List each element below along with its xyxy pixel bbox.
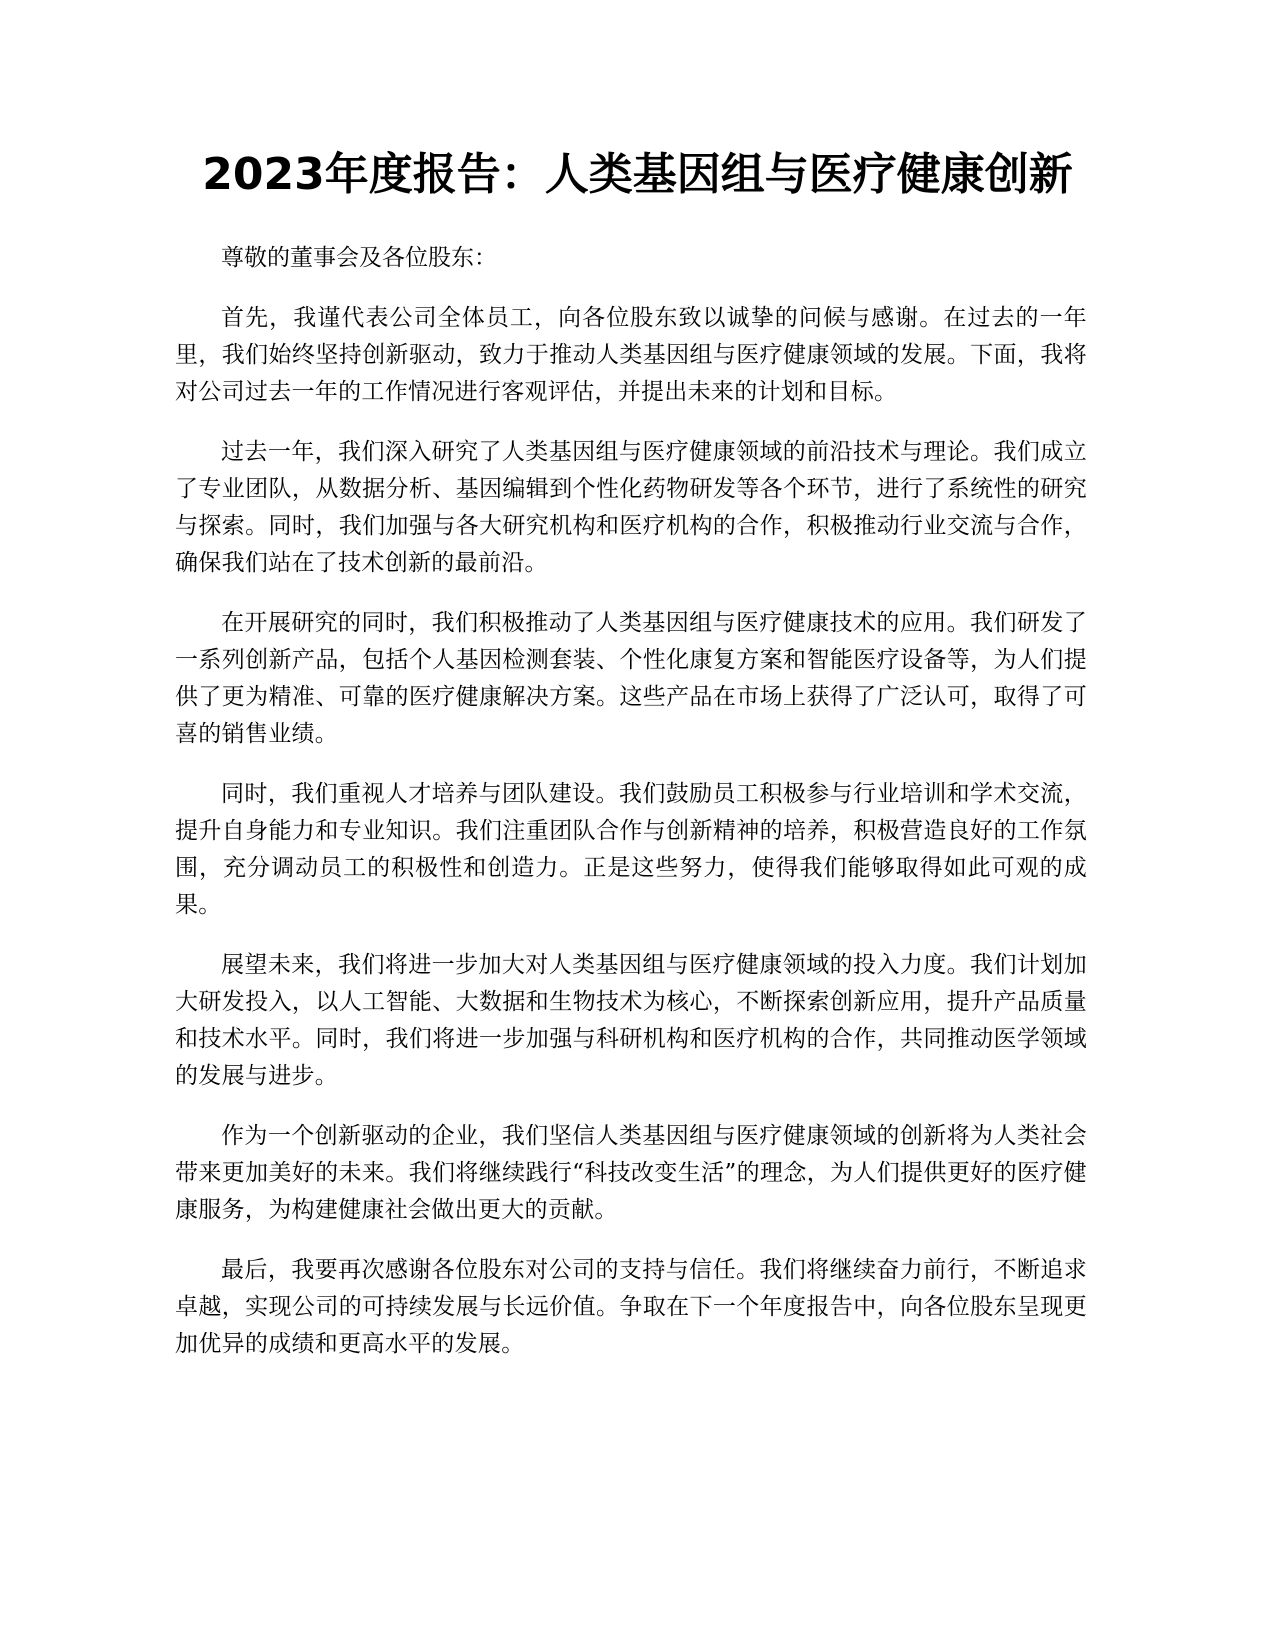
- paragraph-research: 过去一年，我们深入研究了人类基因组与医疗健康领域的前沿技术与理论。我们成立了专业团队，从数据分析、基因编辑到个性化药物研发等各个环节，进行了系统性的研究与探索。同时，我们加强与各大研究机构和医疗机构的合作，积极推动行业交流与合作，确保我们站在了技术创新的最前沿。: [175, 439, 1087, 576]
- paragraph-applications: 在开展研究的同时，我们积极推动了人类基因组与医疗健康技术的应用。我们研发了一系列创新产品，包括个人基因检测套装、个性化康复方案和智能医疗设备等，为人们提供了更为精准、可靠的医疗健康解决方案。这些产品在市场上获得了广泛认可，取得了可喜的销售业绩。: [175, 610, 1087, 747]
- paragraph-outlook: 展望未来，我们将进一步加大对人类基因组与医疗健康领域的投入力度。我们计划加大研发投入，以人工智能、大数据和生物技术为核心，不断探索创新应用，提升产品质量和技术水平。同时，我们将进一步加强与科研机构和医疗机构的合作，共同推动医学领域的发展与进步。: [175, 952, 1087, 1089]
- paragraph-vision: 作为一个创新驱动的企业，我们坚信人类基因组与医疗健康领域的创新将为人类社会带来更加美好的未来。我们将继续践行“科技改变生活”的理念，为人们提供更好的医疗健康服务，为构建健康社会做出更大的贡献。: [175, 1123, 1087, 1223]
- document-body: [175, 240, 1087, 1386]
- paragraph-opening: 首先，我谨代表公司全体员工，向各位股东致以诚挚的问候与感谢。在过去的一年里，我们始终坚持创新驱动，致力于推动人类基因组与医疗健康领域的发展。下面，我将对公司过去一年的工作情况进行客观评估，并提出未来的计划和目标。: [175, 305, 1087, 405]
- paragraph-talent: 同时，我们重视人才培养与团队建设。我们鼓励员工积极参与行业培训和学术交流，提升自身能力和专业知识。我们注重团队合作与创新精神的培养，积极营造良好的工作氛围，充分调动员工的积极性和创造力。正是这些努力，使得我们能够取得如此可观的成果。: [175, 781, 1087, 918]
- salutation: 尊敬的董事会及各位股东：: [221, 245, 497, 271]
- paragraph-closing: 最后，我要再次感谢各位股东对公司的支持与信任。我们将继续奋力前行，不断追求卓越，实现公司的可持续发展与长远价值。争取在下一个年度报告中，向各位股东呈现更加优异的成绩和更高水平的发展。: [175, 1257, 1087, 1357]
- document-title: 2023年度报告：人类基因组与医疗健康创新: [202, 149, 1073, 200]
